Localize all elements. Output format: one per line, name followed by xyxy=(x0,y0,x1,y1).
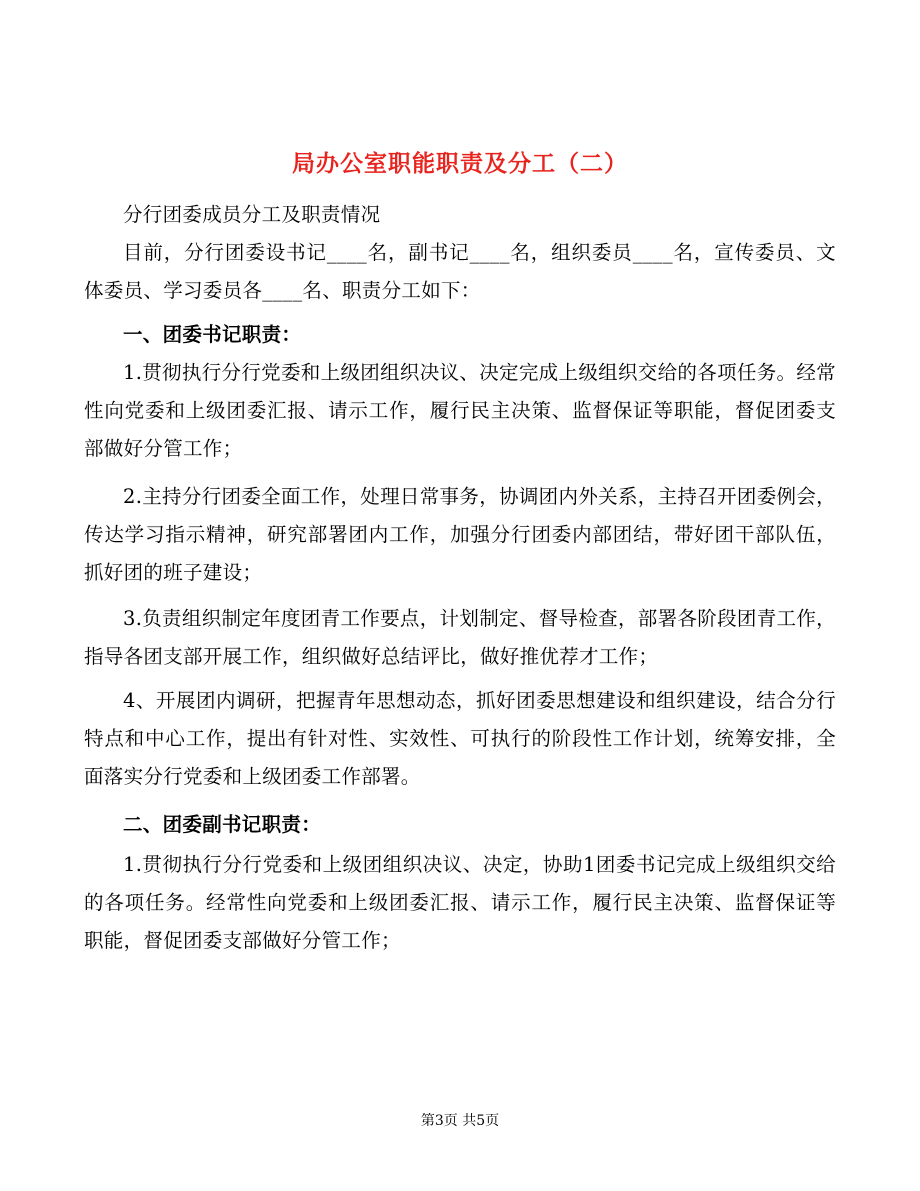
document-subtitle: 分行团委成员分工及职责情况 xyxy=(123,203,381,226)
secretary-duty-3: 3.负责组织制定年度团青工作要点，计划制定、督导检查，部署各阶段团青工作，指导各团支部开展工作，组织做好总结评比，做好推优荐才工作； xyxy=(84,607,836,668)
intro-paragraph: 目前，分行团委设书记____名，副书记____名，组织委员____名，宣传委员、文体委员、学习委员各____名、职责分工如下： xyxy=(84,241,836,302)
secretary-duty-2: 2.主持分行团委全面工作，处理日常事务，协调团内外关系，主持召开团委例会，传达学习指示精神，研究部署团内工作，加强分行团委内部团结，带好团干部队伍，抓好团的班子建设； xyxy=(84,485,836,584)
deputy-duty-1: 1.贯彻执行分行党委和上级团组织决议、决定，协助1团委书记完成上级组织交给的各项任务。经常性向党委和上级团委汇报、请示工作，履行民主决策、监督保证等职能，督促团委支部做好分管工作； xyxy=(84,853,836,952)
document-title: 局办公室职能职责及分工（二） xyxy=(292,150,628,177)
secretary-duty-4: 4、开展团内调研，把握青年思想动态，抓好团委思想建设和组织建设，结合分行特点和中心工作，提出有针对性、实效性、可执行的阶段性工作计划，统筹安排，全面落实分行党委和上级团委工作部署。 xyxy=(84,689,836,788)
secretary-duty-1: 1.贯彻执行分行党委和上级团组织决议、决定完成上级组织交给的各项任务。经常性向党委和上级团委汇报、请示工作，履行民主决策、监督保证等职能，督促团委支部做好分管工作； xyxy=(84,361,836,460)
section-heading-secretary: 一、团委书记职责： xyxy=(123,323,302,346)
page-number-footer: 第3页 共5页 xyxy=(420,1113,500,1129)
section-heading-deputy: 二、团委副书记职责： xyxy=(123,813,322,836)
